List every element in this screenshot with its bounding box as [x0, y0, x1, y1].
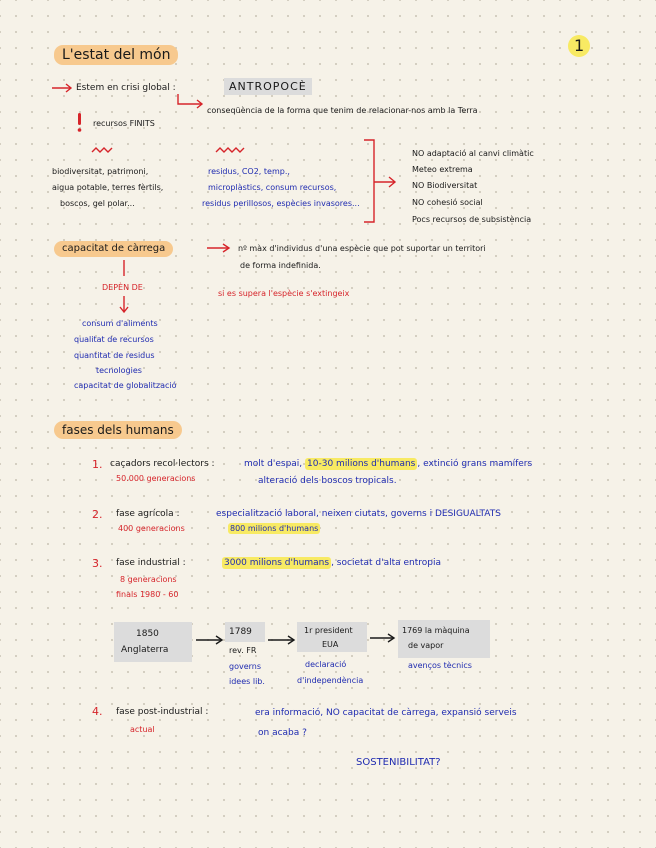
factor-item: quantitat de residus: [74, 351, 155, 360]
anthropocene-label: ANTROPOCÈ: [224, 78, 312, 95]
list-item: residus perillosos, espècies invasores...: [202, 199, 360, 208]
phase-population: [228, 525, 320, 533]
list-item: residus, CO2, temp.,: [208, 167, 290, 176]
list-item: biodiversitat, patrimoni,: [52, 167, 149, 176]
timeline-line: d'independència: [297, 676, 364, 685]
phase-desc-2: on acaba ?: [258, 728, 307, 738]
phase-sub: 8 generacions: [120, 575, 177, 584]
phase-desc-suffix: , societat d'alta entropia: [331, 558, 442, 568]
timeline-title: 1789: [229, 627, 252, 637]
crisis-line: Estem en crisi global :: [76, 83, 176, 93]
list-item: Meteo extrema: [412, 165, 473, 174]
phase-desc-suffix: , extinció grans mamífers: [417, 459, 533, 469]
timeline-line: governs: [229, 662, 262, 671]
list-item: Pocs recursos de subsistència: [412, 215, 532, 224]
consequence-text: conseqüència de la forma que tenim de relacionar-nos amb la Terra: [207, 106, 478, 115]
timeline-title: 1r president: [304, 626, 353, 635]
depends-label: DEPÈN DE: [102, 283, 143, 292]
phase-name: fase industrial :: [116, 558, 186, 568]
timeline-title: 1850: [136, 629, 159, 639]
capacity-definition: nº màx d'individus d'una espècie que pot suportar un territori: [238, 244, 486, 253]
timeline-subtitle: Anglaterra: [121, 645, 169, 655]
phase-number: 3.: [92, 557, 103, 570]
timeline-title: 1769 la màquina: [402, 626, 470, 635]
list-item: NO cohesió social: [412, 198, 483, 207]
phase-desc-prefix: molt d'espai,: [244, 459, 303, 469]
timeline-line: idees lib.: [229, 677, 265, 686]
phase-name: fase post-industrial :: [116, 707, 209, 717]
exclamation-icon: [78, 113, 82, 132]
capacity-label: capacitat de càrrega: [54, 241, 173, 257]
timeline-subtitle: de vapor: [408, 641, 444, 650]
phases-title: fases dels humans: [54, 421, 182, 439]
phase-desc: especialització laboral, neixen ciutats, governs i DESIGUALTATS: [216, 509, 501, 519]
phase-population: 10-30 milions d'humans: [307, 459, 416, 469]
phase-sub: 50.000 generacions: [116, 474, 196, 483]
phase-desc: [244, 460, 532, 469]
list-item: aigua potable, terres fèrtils,: [52, 183, 164, 192]
phase-number: 1.: [92, 458, 103, 471]
phase-desc-2: alteració dels boscos tropicals.: [258, 476, 397, 486]
timeline-line: rev. FR: [229, 646, 257, 655]
capacity-note: si es supera l'espècie s'extingeix: [218, 289, 350, 298]
phase-sub: 400 generacions: [118, 524, 185, 533]
factor-item: tecnologies: [96, 366, 142, 375]
timeline-box: [114, 622, 192, 662]
factor-item: consum d'aliments: [82, 319, 158, 328]
page-title: L'estat del món: [54, 45, 178, 65]
phase-sub: finals 1980 - 60: [116, 590, 179, 599]
phase-name: caçadors recol·lectors :: [110, 459, 215, 469]
phase-number: 2.: [92, 508, 103, 521]
capacity-definition-cont: de forma indefinida.: [240, 261, 321, 270]
page-number: 1: [568, 35, 590, 57]
list-item: NO Biodiversitat: [412, 181, 478, 190]
list-item: NO adaptació al canvi climàtic: [412, 149, 534, 158]
timeline-line: avenços tècnics: [408, 661, 472, 670]
factor-item: qualitat de recursos: [74, 335, 154, 344]
factor-item: capacitat de globalització: [74, 381, 177, 390]
finite-resources: recursos FINITS: [93, 119, 155, 128]
phase-sub: actual: [130, 725, 155, 734]
phase-desc: [222, 559, 441, 568]
phase-population: 3000 milions d'humans: [224, 558, 330, 568]
phase-population-value: 800 milions d'humans: [230, 524, 319, 533]
sustainability-question: SOSTENIBILITAT?: [356, 757, 441, 768]
timeline-subtitle: EUA: [322, 640, 339, 649]
list-item: boscos, gel polar...: [60, 199, 135, 208]
list-item: microplàstics, consum recursos,: [208, 183, 337, 192]
phase-number: 4.: [92, 705, 103, 718]
phase-desc: era informació, NO capacitat de càrrega, expansió serveis: [255, 708, 517, 718]
timeline-line: declaració: [305, 660, 347, 669]
phase-name: fase agrícola :: [116, 509, 180, 519]
